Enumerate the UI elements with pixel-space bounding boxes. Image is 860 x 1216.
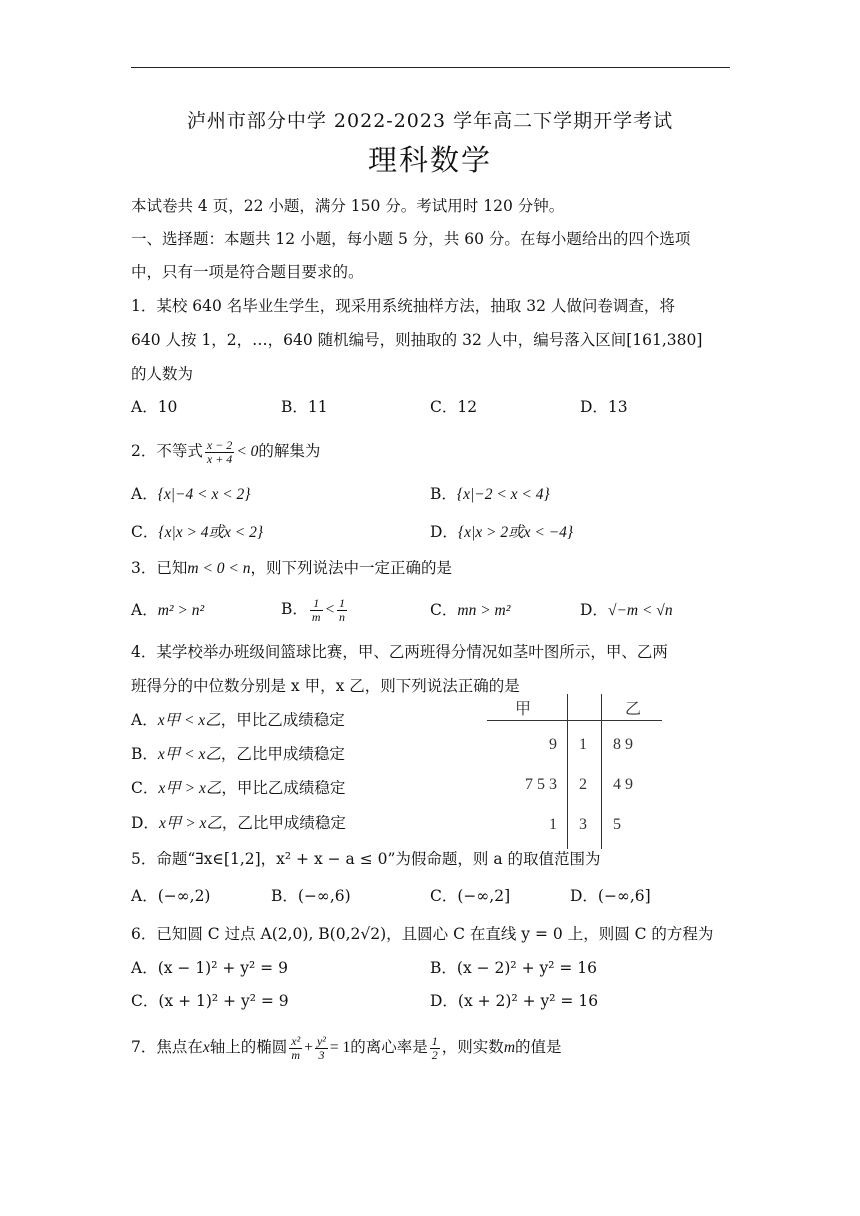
q7-fx-num: x² (291, 1033, 301, 1048)
q3-frac2-den: n (339, 609, 346, 624)
q7-fraction-y (315, 1035, 328, 1062)
q4-label-c: C． (131, 779, 159, 797)
stem-leaf-header-line (487, 720, 662, 721)
q2-prefix: 2．不等式 (131, 442, 203, 460)
q7-fy-num: y² (316, 1033, 326, 1048)
q4-option-c (131, 778, 345, 799)
q7-ecc-den: 2 (431, 1047, 438, 1062)
section-heading-line2: 中，只有一项是符合题目要求的。 (131, 263, 364, 281)
q3-frac1-den: m (311, 609, 321, 624)
q1-line3: 的人数为 (131, 365, 194, 383)
q3-label-a: A． (131, 601, 158, 619)
q6-option-c: C．(x + 1)² + y² = 9 (131, 992, 289, 1010)
q4-label-d: D． (131, 814, 159, 832)
q1-line1: 1．某校 640 名毕业生学生，现采用系统抽样方法，抽取 32 人做问卷调查，将 (131, 297, 675, 315)
q2-fraction (205, 439, 234, 466)
stem-leaf-stem-row3: 3 (579, 816, 587, 833)
q3-label-d: D． (580, 601, 608, 619)
q7-mid: 轴上的椭圆 (209, 1038, 288, 1056)
stem-leaf-left-row2: 7 5 3 (525, 776, 557, 793)
exam-title: 泸州市部分中学 2022-2023 学年高二下学期开学考试 (186, 110, 674, 132)
q3-label-b: B． (281, 600, 308, 618)
q2-value-c: {x|x > 4或x < 2} (158, 524, 264, 541)
q7-fy-den: 3 (318, 1047, 325, 1062)
stem-leaf-divider-left (567, 694, 568, 849)
q1-option-b: B．11 (281, 398, 328, 416)
q2-option-a (131, 484, 251, 505)
q3-value-a: m² > n² (157, 602, 205, 619)
q3-frac2-num: 1 (339, 595, 346, 610)
q4-text-d: ，乙比甲成绩稳定 (221, 814, 346, 832)
q1-line2: 640 人按 1，2，…，640 随机编号，则抽取的 32 人中，编号落入区间[161,380] (131, 331, 703, 349)
q3-optb-rel: < (324, 601, 336, 618)
q2-value-d: {x|x > 2或x < −4} (457, 524, 574, 541)
q1-option-a: A．10 (131, 398, 178, 416)
q4-text-b: ，乙比甲成绩稳定 (220, 745, 345, 763)
stem-leaf-stem-row2: 2 (579, 776, 587, 793)
q3-frac1-num: 1 (310, 597, 323, 611)
stem-leaf-divider-right (601, 694, 602, 849)
q7-plus: + (304, 1039, 313, 1056)
q4-line2: 班得分的中位数分别是 x 甲，x 乙，则下列说法正确的是 (131, 677, 520, 695)
q3-option-a (131, 600, 204, 621)
q7-eq: = 1 (329, 1039, 351, 1056)
q2-value-b: {x|−2 < x < 4} (456, 486, 550, 503)
q2-label-d: D． (430, 523, 458, 541)
q2-value-a: {x|−4 < x < 2} (157, 486, 251, 503)
q4-text-a: ，甲比乙成绩稳定 (220, 711, 345, 729)
q3-stem (131, 558, 452, 579)
q3-fraction-1 (310, 597, 323, 624)
q7-ecc-fraction (430, 1035, 440, 1062)
q7-stem (131, 1024, 562, 1070)
q2-option-d (430, 522, 573, 543)
q7-prefix: 7．焦点在 (131, 1038, 203, 1056)
q3-prefix: 3．已知 (131, 559, 188, 577)
q4-option-d (131, 813, 346, 834)
q7-x-var: x (202, 1039, 210, 1056)
q5-option-b: B．(−∞,6) (271, 887, 351, 905)
q3-label-c: C． (430, 601, 458, 619)
q3-suffix: ，则下列说法中一定正确的是 (250, 559, 453, 577)
stem-leaf-right-header: 乙 (625, 701, 642, 718)
stem-leaf-left-row3: 1 (549, 816, 557, 833)
stem-leaf-right-row1: 8 9 (613, 736, 633, 753)
stem-leaf-plot (487, 694, 667, 849)
q5-option-d: D．(−∞,6] (570, 887, 651, 905)
q3-value-c: mn > m² (457, 602, 511, 619)
q2-stem (131, 432, 320, 470)
q7-fraction-x (289, 1035, 302, 1062)
q5-option-c: C．(−∞,2] (430, 887, 511, 905)
stem-leaf-stem-row1: 1 (579, 736, 587, 753)
q6-option-a: A．(x − 1)² + y² = 9 (131, 959, 288, 977)
q7-fx-den: m (291, 1047, 301, 1062)
q3-option-d (580, 600, 673, 621)
section-heading-line1: 一、选择题：本题共 12 小题，每小题 5 分，共 60 分。在每小题给出的四个选项 (131, 230, 691, 248)
q2-option-b (430, 484, 550, 505)
q2-relation: < 0 (236, 443, 259, 460)
subject-title: 理科数学 (367, 143, 492, 177)
q6-option-d: D．(x + 2)² + y² = 16 (430, 992, 599, 1010)
intro-text: 本试卷共 4 页，22 小题，满分 150 分。考试用时 120 分钟。 (131, 197, 565, 215)
stem-leaf-right-row2: 4 9 (613, 776, 633, 793)
q2-label-a: A． (131, 485, 158, 503)
stem-leaf-left-header: 甲 (515, 701, 532, 718)
q7-end: 的值是 (515, 1038, 562, 1056)
q3-option-c (430, 600, 510, 621)
q4-option-a (131, 710, 345, 731)
stem-leaf-right-row3: 5 (613, 816, 621, 833)
q4-math-a: x甲 < x乙 (157, 712, 221, 729)
header-rule (131, 67, 730, 68)
q4-option-b (131, 744, 345, 765)
q7-m-var: m (503, 1039, 516, 1056)
q2-numerator: x − 2 (206, 437, 233, 452)
q4-label-b: B． (131, 745, 158, 763)
q4-math-d: x甲 > x乙 (158, 815, 222, 832)
q4-math-b: x甲 < x乙 (157, 746, 221, 763)
q1-option-d: D．13 (580, 398, 628, 416)
q4-label-a: A． (131, 711, 158, 729)
q2-option-c (131, 522, 263, 543)
q3-fraction-2 (337, 597, 347, 624)
q3-condition: m < 0 < n (187, 560, 251, 577)
q2-denominator: x + 4 (206, 451, 233, 466)
q5-stem: 5．命题“∃x∈[1,2]，x² + x − a ≤ 0”为假命题，则 a 的取值范围为 (131, 850, 601, 868)
q1-option-c: C．12 (430, 398, 478, 416)
stem-leaf-left-row1: 9 (549, 736, 557, 753)
q4-line1: 4．某学校举办班级间篮球比赛，甲、乙两班得分情况如茎叶图所示，甲、乙两 (131, 643, 668, 661)
q2-suffix: 的解集为 (258, 442, 321, 460)
q3-value-d: √−m < √n (607, 602, 673, 619)
q7-ecc-num: 1 (431, 1033, 438, 1048)
q2-label-c: C． (131, 523, 159, 541)
q2-label-b: B． (430, 485, 457, 503)
q3-option-b (281, 590, 349, 628)
q6-option-b: B．(x − 2)² + y² = 16 (430, 959, 598, 977)
q6-stem: 6．已知圆 C 过点 A(2,0), B(0,2√2)，且圆心 C 在直线 y = 0 上，则圆 C 的方程为 (131, 925, 714, 943)
q7-mid2: 的离心率是 (350, 1038, 428, 1056)
q5-option-a: A．(−∞,2) (131, 887, 211, 905)
q4-math-c: x甲 > x乙 (158, 780, 222, 797)
q4-text-c: ，甲比乙成绩稳定 (221, 779, 346, 797)
q7-suffix: ，则实数 (441, 1038, 504, 1056)
